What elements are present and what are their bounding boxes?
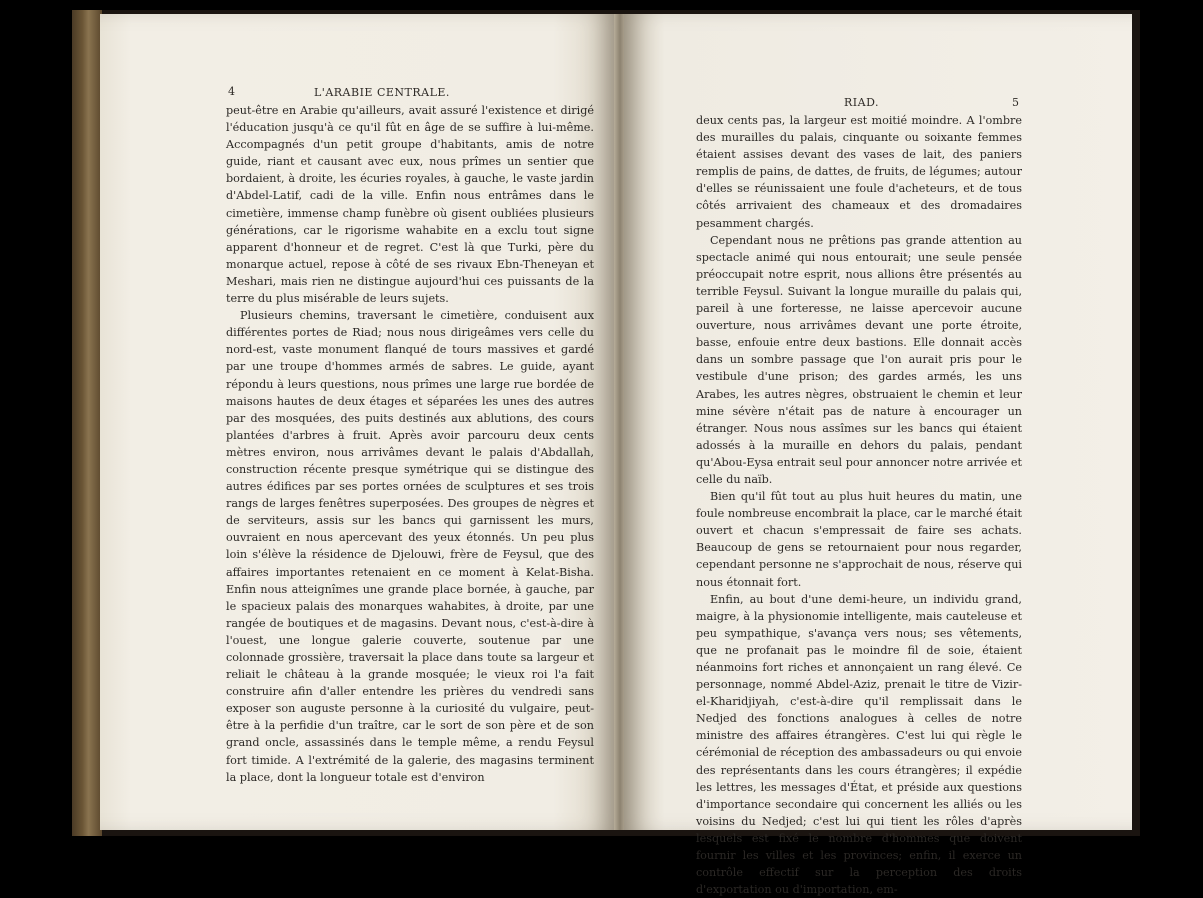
left-page bbox=[100, 14, 615, 830]
right-page bbox=[624, 14, 1132, 897]
right-paragraph-1: deux cents pas, la largeur est moitié moindre. A l'ombre des murailles du palais, cinquante ou soixante femmes étaient assises devant des vases de lait, des paniers remplis de pains, de dattes, de fruits, de légumes; autour d'elles se réunissaient une foule d'acheteurs, et de tous côtés arrivaient des chameaux et des dromadaires pesamment chargés. bbox=[696, 114, 1022, 230]
right-page-number: 5 bbox=[1012, 96, 1019, 109]
right-paragraph-2: Cependant nous ne prêtions pas grande attention au spectacle animé qui nous entourait; une seule pensée préoccupait notre esprit, nous allions être présentés au terrible Feysul. Suivant la longue muraille du palais qui, pareil à une forteresse, ne laisse apercevoir aucune ouverture, nous arrivâmes devant une porte étroite, basse, enfouie entre deux bastions. Elle donnait accès dans un sombre passage que l'on aurait pris pour le vestibule d'une prison; des gardes armés, les uns Arabes, les autres nègres, obstruaient le chemin et leur mine sévère n'était pas de nature à encourager un étranger. Nous nous assîmes sur les bancs qui étaient adossés à la muraille en dehors du palais, pendant qu'Abou-Eysa entrait seul pour annoncer notre arrivée et celle du naïb. bbox=[696, 233, 1022, 486]
left-paragraph-1: peut-être en Arabie qu'ailleurs, avait assuré l'existence et dirigé l'éducation jusqu'à ce qu'il fût en âge de se suffire à lui-même. Accompagnés d'un petit groupe d'habitants, amis de notre guide, riant et causant avec eux, nous prîmes un sentier que bordaient, à droite, les écuries royales, à gauche, le vaste jardin d'Abdel-Latif, cadi de la ville. Enfin nous entrâmes dans le cimetière, immense champ funèbre où gisent oubliées plusieurs générations, car le rigorisme wahabite en a exclu tout signe apparent d'honneur et de regret. C'est là que Turki, père du monarque actuel, repose à côté de ses rivaux Ebn-Theneyan et Meshari, mais rien ne distingue aujourd'hui ces puissants de la terre du plus misérable de leurs sujets. bbox=[226, 104, 594, 306]
right-paragraph-4: Enfin, au bout d'une demi-heure, un individu grand, maigre, à la physionomie intelligente, mais cauteleuse et peu sympathique, s'avança vers nous; ses vêtements, que ne profanait pas le moindre fil de soie, étaient néanmoins fort riches et annonçaient un rang élevé. Ce personnage, nommé Abdel-Aziz, prenait le titre de Vizir-el-Kharidjiyah, c'est-à-dire qu'il remplissait dans le Nedjed des fonctions analogues à celles de notre ministre des affaires étrangères. C'est lui qui règle le cérémonial de réception des ambassadeurs ou qui envoie des représentants dans les cours étrangères; il expédie les lettres, les messages d'État, et préside aux questions d'importance secondaire qui concernent les alliés ou les voisins du Nedjed; c'est lui qui tient les rôles d'après lesquels est fixé le nombre d'hommes que doivent fournir les villes et les provinces; enfin, il exerce un contrôle effectif sur la perception des droits d'exportation ou d'importation, em- bbox=[696, 592, 1022, 897]
left-paragraph-2: Plusieurs chemins, traversant le cimetière, conduisent aux différentes portes de Riad; nous nous dirigeâmes vers celle du nord-est, vaste monument flanqué de tours massives et gardé par une troupe d'hommes armés de sabres. Le guide, ayant répondu à leurs questions, nous prîmes une large rue bordée de maisons hautes de deux étages et séparées les unes des autres par des mosquées, des puits destinés aux ablutions, des cours plantées d'arbres à fruit. Après avoir parcouru deux cents mètres environ, nous arrivâmes devant le palais d'Abdallah, construction récente presque symétrique qui se distingue des autres édifices par ses portes ornées de sculptures et ses trois rangs de larges fenêtres superposées. Des groupes de nègres et de serviteurs, assis sur les bancs qui garnissent les murs, ouvraient en nous apercevant des yeux étonnés. Un peu plus loin s'élève la résidence de Djelouwi, frère de Feysul, que des affaires importantes retenaient en ce moment à Kelat-Bisha. Enfin nous atteignîmes une grande place bornée, à gauche, par le spacieux palais des monarques wahabites, à droite, par une rangée de boutiques et de magasins. Devant nous, c'est-à-dire à l'ouest, une longue galerie couverte, soutenue par une colonnade grossière, traversait la place dans toute sa largeur et reliait le château à la grande mosquée; le vieux roi l'a fait construire afin d'aller entendre les prières du vendredi sans exposer son auguste personne à la curiosité du vulgaire, peut-être à la perfidie d'un traître, car le sort de son père et de son grand oncle, assassinés dans le temple même, a rendu Feysul fort timide. A l'extrémité de la galerie, des magasins terminent la place, dont la longueur totale est d'environ bbox=[226, 309, 594, 784]
left-running-head: L'ARABIE CENTRALE. bbox=[314, 86, 450, 99]
left-page-number: 4 bbox=[228, 85, 235, 98]
right-page-text bbox=[696, 112, 1022, 898]
right-running-head: RIAD. bbox=[844, 96, 879, 109]
book-cover-edge bbox=[72, 10, 102, 836]
right-paragraph-3: Bien qu'il fût tout au plus huit heures du matin, une foule nombreuse encombrait la place, car le marché était ouvert et chacun s'empressait de faire ses achats. Beaucoup de gens se retournaient pour nous regarder, cependant personne ne s'approchait de nous, réserve qui nous étonnait fort. bbox=[696, 490, 1022, 589]
left-page-text bbox=[226, 102, 594, 786]
